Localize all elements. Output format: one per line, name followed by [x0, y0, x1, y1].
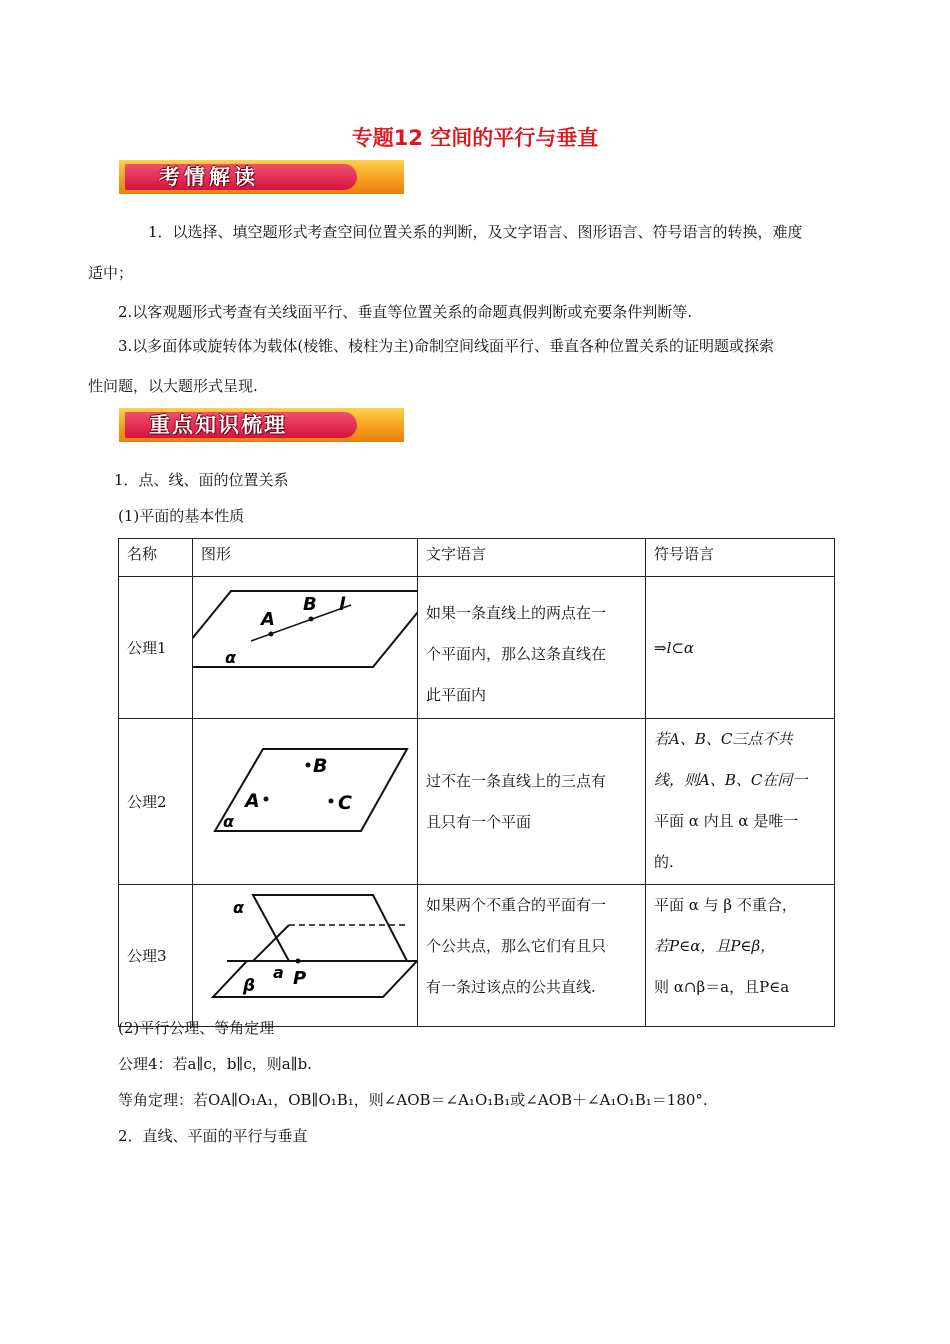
header-text-language: 文字语言 [426, 545, 487, 563]
label-beta: β [243, 976, 256, 996]
label-l: l [339, 594, 346, 615]
label-c: C [338, 792, 352, 814]
section-banner-exam-analysis [119, 160, 404, 194]
axiom2-text-line: 过不在一条直线上的三点有 [426, 771, 607, 790]
axiom1-figure [193, 577, 417, 714]
axiom3-text-line: 有一条过该点的公共直线. [426, 978, 596, 996]
header-figure: 图形 [201, 545, 232, 563]
axiom2-symbol-line: 平面 α 内且 α 是唯一 [654, 812, 799, 830]
intro-line-2: 适中； [88, 264, 134, 282]
point-b [306, 763, 311, 768]
axiom3-text-line: 如果两个不重合的平面有一 [426, 896, 607, 914]
axiom3-symbol-line: 若P∈α，且P∈β， [654, 937, 776, 955]
intro-line-1: 1．以选择、填空题形式考查空间位置关系的判断，及文字语言、图形语言、符号语言的转换，难度 [148, 223, 803, 241]
header-name: 名称 [127, 545, 158, 563]
axiom3-figure [193, 885, 417, 1022]
axiom1-symbol: ⇒l⊂α [654, 638, 695, 657]
plane-alpha-left-edge [253, 925, 289, 961]
axiom3-text-line: 个公共点，那么它们有且只 [426, 937, 607, 955]
plane-alpha-outline [215, 749, 407, 831]
section-heading-1: 1．点、线、面的位置关系 [114, 471, 289, 489]
axiom-table [118, 538, 835, 1027]
label-p: P [293, 968, 307, 989]
page-title: 专题12 空间的平行与垂直 [351, 126, 599, 150]
label-a: a [273, 963, 284, 982]
banner-label: 考情解读 [159, 165, 259, 189]
label-alpha: α [233, 898, 244, 917]
label-a: A [261, 609, 275, 630]
axiom-name: 公理1 [127, 639, 167, 657]
subheading-1: (1)平面的基本性质 [118, 507, 245, 525]
table-header-row [119, 539, 835, 577]
table-row [119, 719, 835, 885]
label-alpha: α [225, 648, 236, 667]
banner-label: 重点知识梳理 [149, 413, 287, 437]
point-a [269, 632, 274, 637]
axiom4-line: 公理4：若a∥c，b∥c，则a∥b. [118, 1055, 312, 1073]
point-c [329, 799, 334, 804]
axiom2-symbol-line: 若A、B、C三点不共 [654, 730, 793, 748]
axiom1-text-line: 此平面内 [426, 686, 487, 704]
intro-line-5: 性问题，以大题形式呈现. [88, 377, 258, 395]
axiom2-figure [193, 719, 417, 880]
point-b [309, 617, 314, 622]
point-p [296, 959, 301, 964]
intro-line-4: 3.以多面体或旋转体为载体(棱锥、棱柱为主)命制空间线面平行、垂直各种位置关系的证明题或探索 [118, 337, 775, 355]
header-symbol-language: 符号语言 [654, 545, 715, 563]
section-banner-key-knowledge [119, 408, 404, 442]
axiom1-text-line: 个平面内，那么这条直线在 [426, 645, 607, 663]
axiom-name: 公理3 [127, 947, 167, 965]
plane-alpha-outline [253, 895, 407, 961]
label-a: A [245, 790, 260, 812]
axiom2-symbol-line: 的. [654, 853, 674, 871]
label-alpha: α [223, 812, 234, 831]
axiom3-symbol-line: 平面 α 与 β 不重合， [654, 896, 797, 914]
equal-angle-theorem-line: 等角定理：若OA∥O₁A₁，OB∥O₁B₁，则∠AOB＝∠A₁O₁B₁或∠AOB＋∠A₁O₁B₁＝180°. [118, 1091, 708, 1109]
table-row [119, 577, 835, 719]
axiom1-text-line: 如果一条直线上的两点在一 [426, 604, 607, 622]
axiom-name: 公理2 [127, 793, 167, 811]
label-b: B [313, 755, 328, 777]
axiom3-symbol-line: 则 α∩β＝a，且P∈a [654, 978, 790, 996]
point-a [264, 797, 269, 802]
subheading-2: (2)平行公理、等角定理 [118, 1019, 275, 1037]
axiom2-symbol-line: 线，则A、B、C在同一 [654, 771, 808, 789]
section-heading-2: 2．直线、平面的平行与垂直 [118, 1127, 308, 1145]
axiom2-text-line: 且只有一个平面 [426, 812, 532, 831]
intro-line-3: 2.以客观题形式考查有关线面平行、垂直等位置关系的命题真假判断或充要条件判断等. [118, 303, 693, 321]
label-b: B [303, 594, 317, 615]
table-row [119, 885, 835, 1027]
